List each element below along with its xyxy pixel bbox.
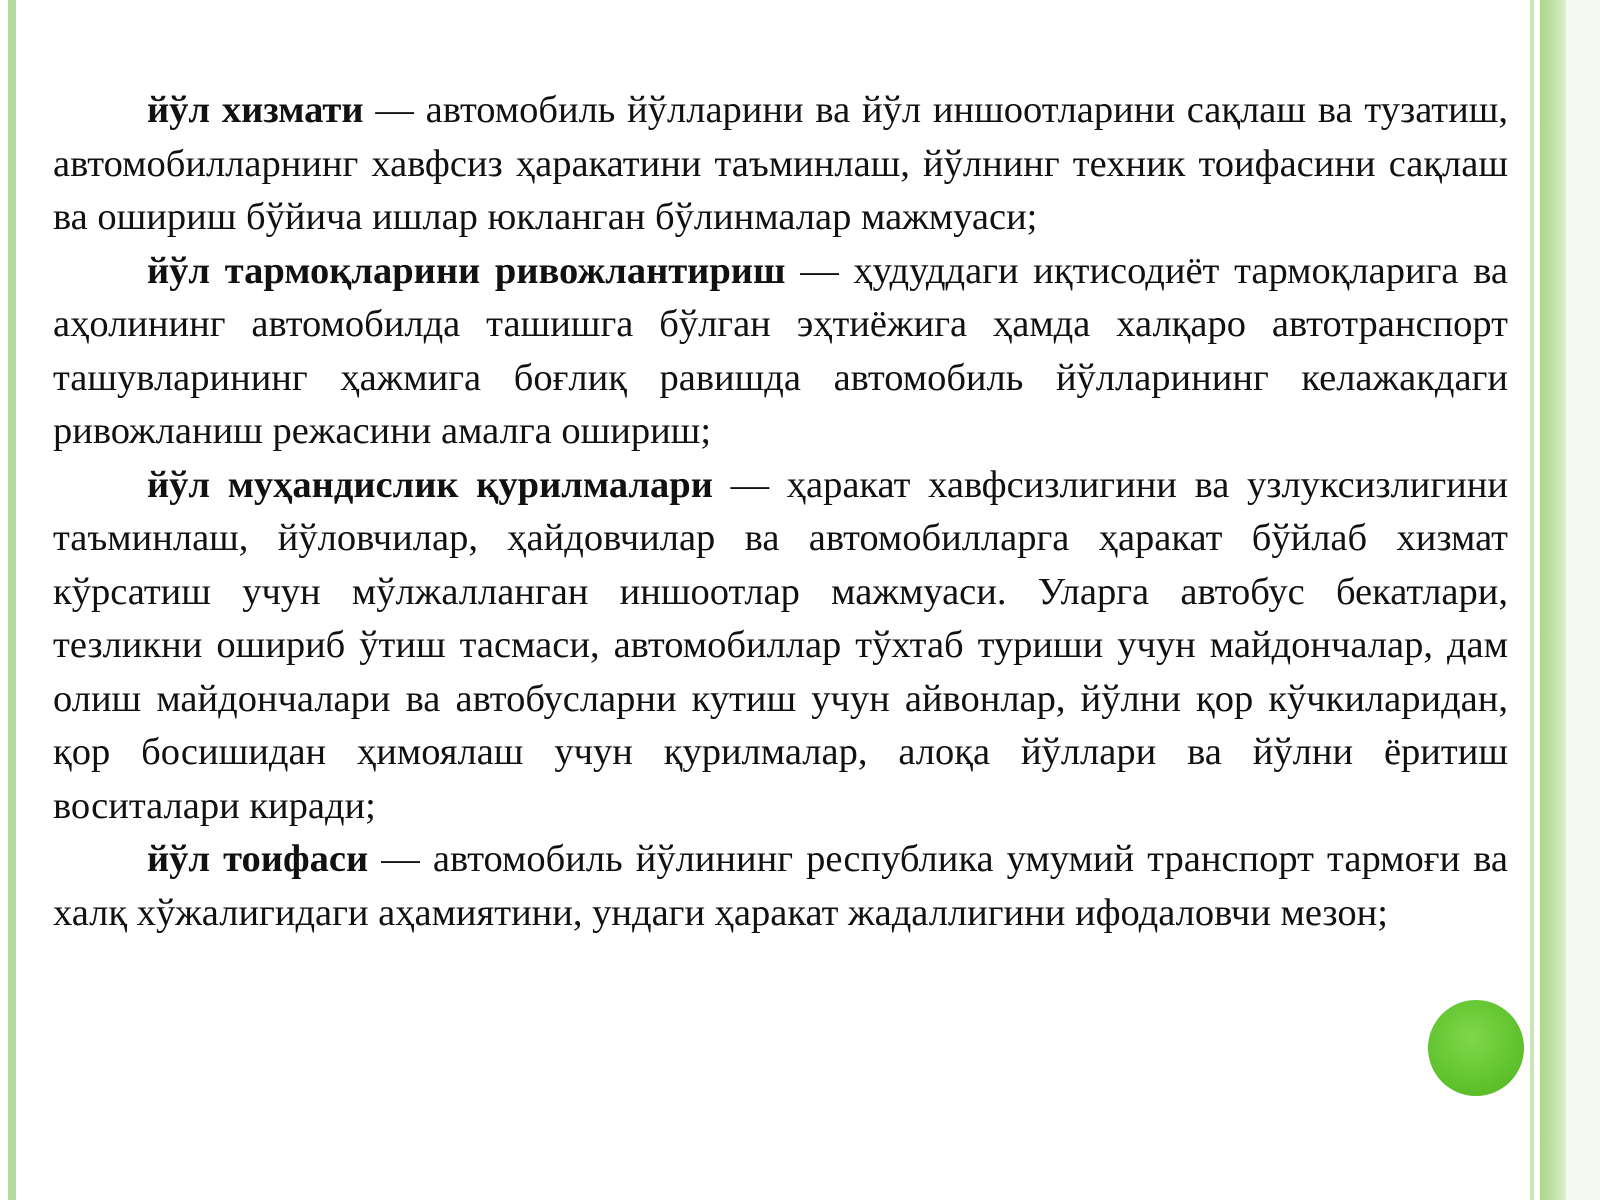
right-border-thin-stripe (1530, 0, 1534, 1200)
definition-term: йўл тоифаси (147, 838, 369, 880)
definition-paragraph (53, 245, 1508, 459)
left-border-stripe (8, 0, 16, 1200)
right-border-band (1540, 0, 1566, 1200)
definition-text: — ҳудуддаги иқтисодиёт тармоқларига ва аҳолининг автомобилда ташишга бўлган эҳтиёжига ҳамда халқаро автотранспорт ташувларининг ҳажмига боғлиқ равишда автомобиль йўлларининг келажакдаги ривожланиш режасини амалга ошириш; (53, 249, 1508, 452)
decorative-green-circle (1428, 1000, 1524, 1096)
definition-term: йўл муҳандислик қурилмалари (147, 463, 713, 506)
definition-term: йўл тармоқларини ривожлантириш (147, 249, 786, 292)
definitions-text (53, 84, 1508, 940)
definition-paragraph (53, 84, 1508, 245)
definition-text: — автомобиль йўлларини ва йўл иншоотларини сақлаш ва тузатиш, автомобилларнинг хавфсиз ҳаракатини таъминлаш, йўлнинг техник тоифасини сақлаш ва ошириш бўйича ишлар юкланган бўлинмалар мажмуаси; (53, 89, 1508, 238)
definition-term: йўл хизмати (147, 89, 364, 131)
definition-paragraph (53, 833, 1508, 940)
definition-text: — ҳаракат хавфсизлигини ва узлуксизлигини таъминлаш, йўловчилар, ҳайдовчилар ва автомобилларга ҳаракат бўйлаб хизмат кўрсатиш учун мўлжалланган иншоотлар мажмуаси. Уларга автобус бекатлари, тезликни ошириб ўтиш тасмаси, автомобиллар тўхтаб туриши учун майдончалар, дам олиш майдончалари ва автобусларни кутиш учун айвонлар, йўлни қор кўчкиларидан, қор босишидан ҳимоялаш учун қурилмалар, алоқа йўллари ва йўлни ёритиш воситалари киради; (53, 463, 1508, 827)
definition-paragraph (53, 459, 1508, 834)
definition-text: — автомобиль йўлининг республика умумий транспорт тармоғи ва халқ хўжалигидаги аҳамиятини, ундаги ҳаракат жадаллигини ифодаловчи мезон; (53, 838, 1509, 934)
right-border-edge (1566, 0, 1600, 1200)
